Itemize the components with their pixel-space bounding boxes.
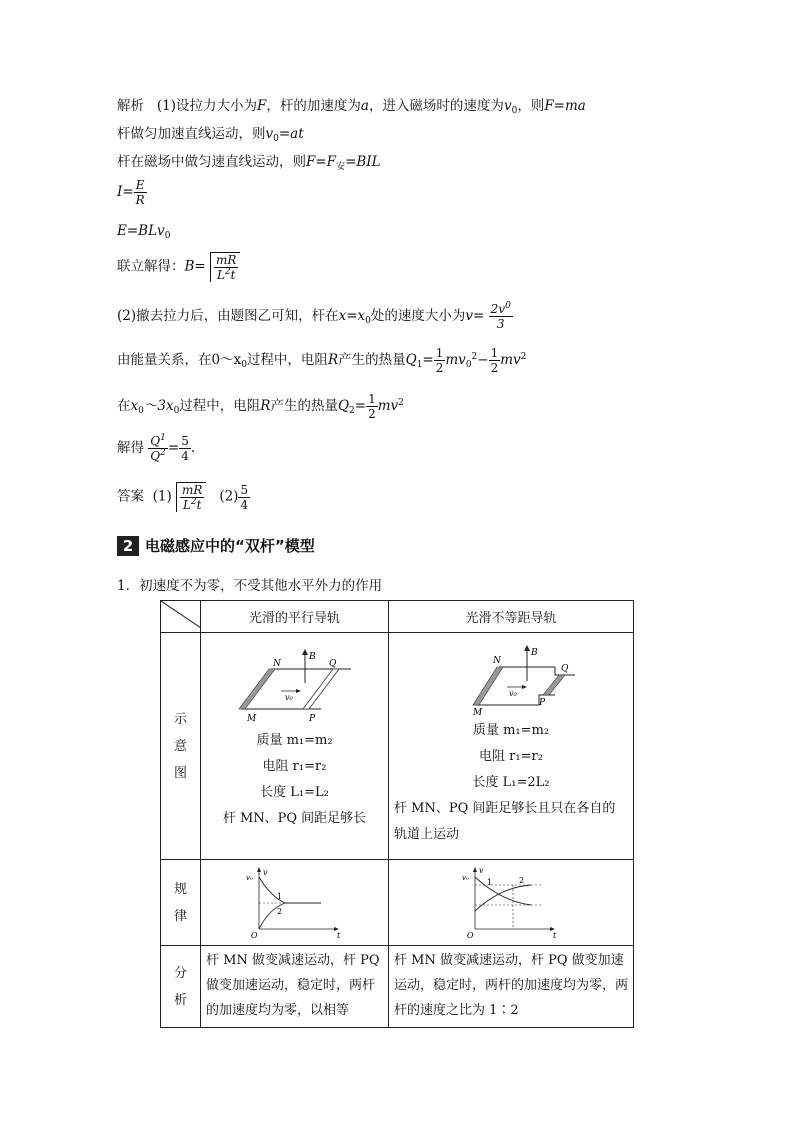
- col2-header: 光滑不等距导轨: [389, 601, 634, 633]
- solution-line-3: 杆在磁场中做匀速直线运动，则$F=F_安=BIL$: [117, 154, 381, 172]
- col2-velocity-graph: [461, 863, 561, 939]
- svg-text:B: B: [309, 652, 316, 662]
- double-rod-table: [160, 600, 634, 1028]
- row-label-law: 规 律: [161, 860, 201, 946]
- svg-text:v: v: [262, 867, 268, 877]
- svg-text:O: O: [467, 930, 474, 939]
- col1-spacing: 杆 MN、PQ 间距足够长: [222, 811, 367, 826]
- section-title: 电磁感应中的“双杆”模型: [145, 537, 315, 555]
- svg-text:t: t: [553, 930, 557, 939]
- solution-label: 解析: [117, 98, 144, 114]
- svg-text:2: 2: [276, 906, 282, 916]
- col1-velocity-graph: [245, 863, 345, 939]
- solution-part2: (2)撤去拉力后，由题图乙可知，杆在$x=x_0$处的速度大小为v= $\frac{2v^0}{3}$: [117, 301, 511, 331]
- svg-text:1: 1: [487, 877, 493, 887]
- solution-energy-2: 在$x_0\sim 3x_0$过程中，电阻R产生的热量$Q_2=$ $\frac{1}{2}$ $mv^2$: [117, 392, 404, 421]
- solution-line-1: 解析 (1)设拉力大小为F，杆的加速度为a，进入磁场时的速度为$v_0$，则F=ma: [117, 98, 586, 116]
- col1-mass: 质量 m₁=m₂: [256, 733, 333, 748]
- eq-emf: E=BLv$_0$: [117, 223, 171, 241]
- diagonal-line-icon: [161, 601, 201, 628]
- svg-text:M: M: [247, 714, 257, 724]
- svg-text:P: P: [309, 714, 316, 724]
- svg-text:N: N: [273, 659, 281, 669]
- solution-energy-1: 由能量关系，在$0\sim x_0$过程中，电阻R产生的热量$Q_1=$ $\frac{1}{2}$ $mv_0^2-$ $\frac{1}{2}$ $mv^2$: [117, 346, 527, 375]
- svg-text:P: P: [539, 698, 546, 708]
- col1-graph-cell: [201, 860, 389, 946]
- col1-header: 光滑的平行导轨: [201, 601, 389, 633]
- svg-text:v₀: v₀: [245, 873, 253, 882]
- svg-text:v₀: v₀: [462, 873, 469, 882]
- col2-length: 长度 L₁=2L₂: [472, 775, 550, 790]
- svg-text:M: M: [473, 708, 483, 718]
- svg-text:Q: Q: [329, 659, 337, 669]
- col2-diagram-cell: [389, 633, 634, 860]
- subsection-heading: 1．初速度不为零，不受其他水平外力的作用: [117, 578, 383, 594]
- svg-text:2: 2: [519, 875, 525, 885]
- col2-spacing: 杆 MN、PQ 间距足够长且只在各自的: [394, 801, 616, 816]
- answer-label: 答案: [117, 488, 144, 505]
- section-heading: [117, 535, 315, 556]
- svg-text:O: O: [250, 930, 258, 939]
- parallel-rails-diagram: [201, 633, 389, 728]
- col2-mass: 质量 m₁=m₂: [472, 723, 550, 738]
- col1-length: 长度 L₁=L₂: [260, 785, 329, 800]
- col2-own-rails: 轨道上运动: [394, 827, 460, 842]
- row-label-diagram: 示 意 图: [161, 633, 201, 860]
- section-number-badge: 2: [117, 536, 139, 556]
- svg-text:v₀: v₀: [285, 693, 293, 702]
- svg-text:t: t: [336, 930, 340, 939]
- eq-current: I= $\frac{E}{R}$: [117, 178, 145, 207]
- svg-text:N: N: [493, 656, 501, 666]
- row-label-analysis: 分 析: [161, 946, 201, 1028]
- svg-text:1: 1: [276, 891, 282, 901]
- solution-line-2: 杆做匀加速直线运动，则$v_0=at$: [117, 126, 304, 144]
- col2-resistance: 电阻 r₁=r₂: [479, 749, 543, 764]
- svg-text:Q: Q: [561, 664, 569, 674]
- corner-cell: [161, 601, 201, 633]
- col2-graph-cell: [389, 860, 634, 946]
- col1-analysis: 杆 MN 做变减速运动，杆 PQ 做变加速运动，稳定时，两杆的加速度均为零，以相等: [201, 946, 389, 1028]
- solution-ratio: 解得 $\frac{Q^1}{Q^2}$ = $\frac{5}{4}$ .: [117, 433, 196, 463]
- svg-text:v: v: [479, 865, 484, 875]
- unequal-rails-diagram: [389, 633, 634, 718]
- svg-text:B: B: [531, 648, 538, 658]
- col1-resistance: 电阻 r₁=r₂: [262, 759, 327, 774]
- eq-b-result: 联立解得：B= $\frac{mR}{L^2t}$: [117, 252, 240, 282]
- answer-line: 答案 (1) $\frac{mR}{L^2t}$ (2) $\frac{5}{4}$: [117, 482, 249, 512]
- svg-text:v₀: v₀: [509, 689, 517, 698]
- col2-analysis: 杆 MN 做变减速运动，杆 PQ 做变加速运动，稳定时，两杆的加速度均为零，两杆的速度之比为 1∶2: [389, 946, 634, 1028]
- col1-diagram-cell: [201, 633, 389, 860]
